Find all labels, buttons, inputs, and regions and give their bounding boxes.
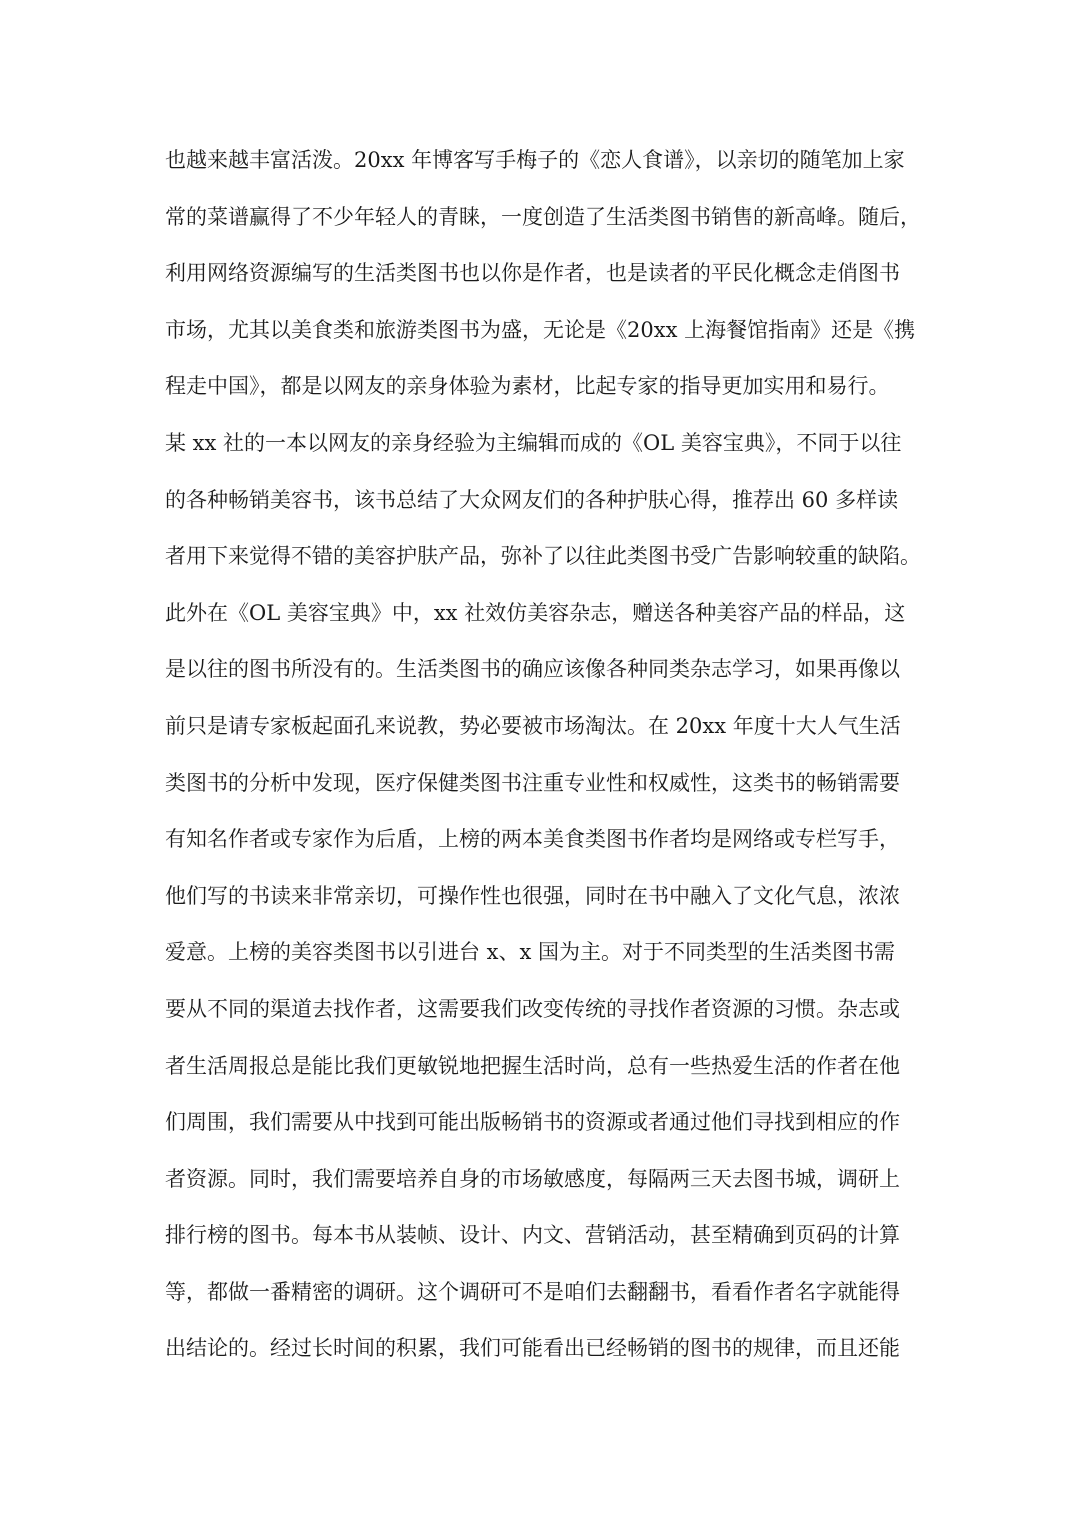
text-line: 出结论的。经过长时间的积累，我们可能看出已经畅销的图书的规律，而且还能 bbox=[165, 1336, 900, 1361]
text-line: 常的菜谱赢得了不少年轻人的青睐，一度创造了生活类图书销售的新高峰。随后， bbox=[165, 204, 921, 229]
text-line: 排行榜的图书。每本书从装帧、设计、内文、营销活动，甚至精确到页码的计算 bbox=[165, 1223, 900, 1248]
text-line: 是以往的图书所没有的。生活类图书的确应该像各种同类杂志学习，如果再像以 bbox=[165, 657, 900, 682]
text-line: 市场，尤其以美食类和旅游类图书为盛，无论是《20xx 上海餐馆指南》还是《携 bbox=[165, 317, 916, 342]
text-line: 要从不同的渠道去找作者，这需要我们改变传统的寻找作者资源的习惯。杂志或 bbox=[165, 996, 900, 1021]
text-line: 者生活周报总是能比我们更敏锐地把握生活时尚，总有一些热爱生活的作者在他 bbox=[165, 1053, 900, 1078]
text-line: 也越来越丰富活泼。20xx 年博客写手梅子的《恋人食谱》，以亲切的随笔加上家 bbox=[165, 148, 905, 172]
text-line: 爱意。上榜的美容类图书以引进台 x、x 国为主。对于不同类型的生活类图书需 bbox=[165, 940, 896, 965]
text-line: 某 xx 社的一本以网友的亲身经验为主编辑而成的《OL 美容宝典》，不同于以往 bbox=[165, 430, 902, 455]
text-line: 者资源。同时，我们需要培养自身的市场敏感度，每隔两三天去图书城，调研上 bbox=[165, 1166, 900, 1191]
body-text bbox=[165, 132, 925, 1377]
text-line: 程走中国》，都是以网友的亲身体验为素材，比起专家的指导更加实用和易行。 bbox=[165, 374, 890, 399]
text-line: 等，都做一番精密的调研。这个调研可不是咱们去翻翻书，看看作者名字就能得 bbox=[165, 1279, 900, 1304]
text-line: 者用下来觉得不错的美容护肤产品，弥补了以往此类图书受广告影响较重的缺陷。 bbox=[165, 544, 921, 569]
text-line: 有知名作者或专家作为后盾，上榜的两本美食类图书作者均是网络或专栏写手， bbox=[165, 827, 900, 852]
text-line: 前只是请专家板起面孔来说教，势必要被市场淘汰。在 20xx 年度十大人气生活 bbox=[165, 713, 901, 738]
text-line: 类图书的分析中发现，医疗保健类图书注重专业性和权威性，这类书的畅销需要 bbox=[165, 770, 900, 795]
text-line: 们周围，我们需要从中找到可能出版畅销书的资源或者通过他们寻找到相应的作 bbox=[165, 1110, 900, 1135]
text-line: 此外在《OL 美容宝典》中，xx 社效仿美容杂志，赠送各种美容产品的样品，这 bbox=[165, 600, 906, 625]
text-line: 他们写的书读来非常亲切，可操作性也很强，同时在书中融入了文化气息，浓浓 bbox=[165, 883, 900, 908]
text-line: 的各种畅销美容书，该书总结了大众网友们的各种护肤心得，推荐出 60 多样读 bbox=[165, 487, 899, 512]
text-line: 利用网络资源编写的生活类图书也以你是作者，也是读者的平民化概念走俏图书 bbox=[165, 261, 900, 286]
